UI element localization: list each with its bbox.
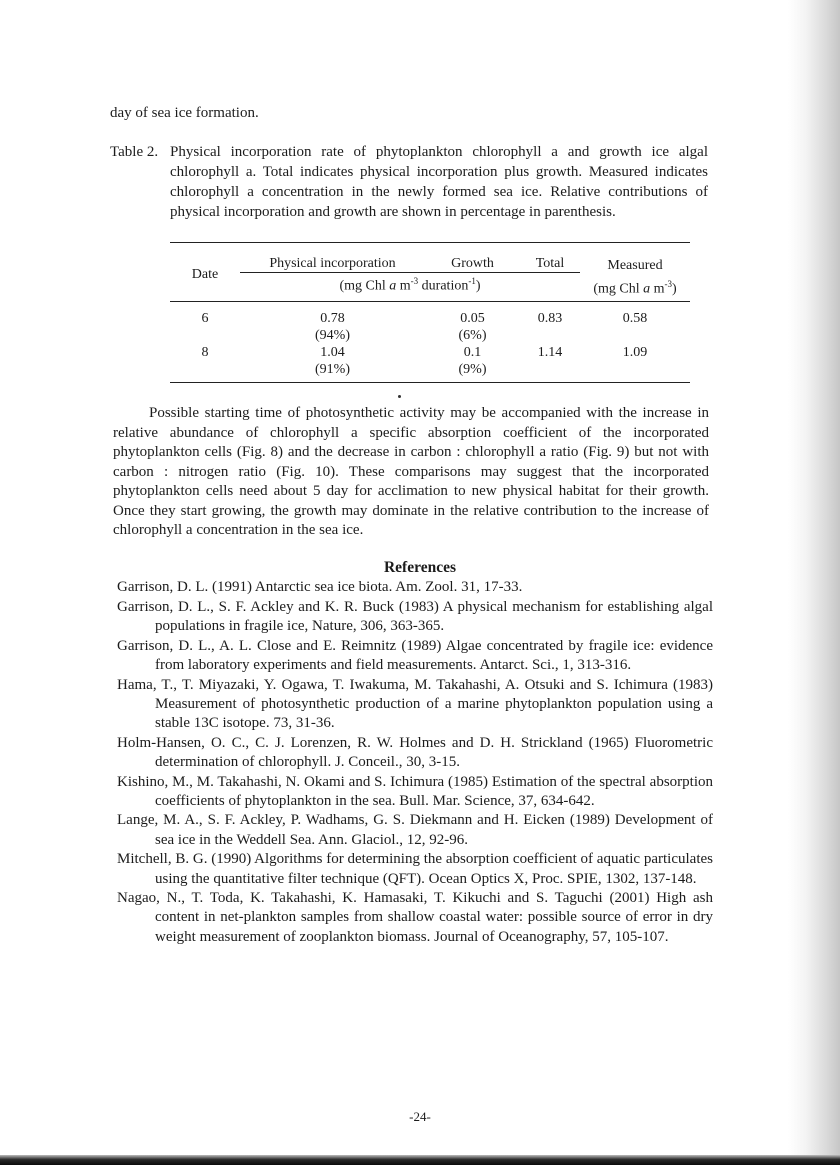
body-paragraph bbox=[113, 404, 709, 541]
scan-speck bbox=[398, 395, 401, 398]
scan-bottom-border bbox=[0, 1155, 840, 1165]
header-measured bbox=[580, 243, 690, 302]
header-physical: Physical incorporation bbox=[269, 256, 396, 271]
table-caption-text: Physical incorporation rate of phytoplankton chlorophyll a and growth ice algal chlorophyll a. Total indicates physical incorporation plus growth. Measured indicates chlorophyll a concentration in the newly formed sea ice. Relative contributions of physical incorporation and growth are shown in percentage in parenthesis. bbox=[170, 144, 708, 220]
reference-item: Garrison, D. L., A. L. Close and E. Reimnitz (1989) Algae concentrated by fragile ice: evidence from laboratory experiments and field measurements. Antarct. Sci., 1, 313-316. bbox=[117, 637, 713, 673]
cell-total: 1.14 bbox=[537, 344, 563, 360]
table-row bbox=[170, 301, 690, 344]
page-number: -24- bbox=[409, 1109, 431, 1124]
reference-item: Holm-Hansen, O. C., C. J. Lorenzen, R. W. Holmes and D. H. Strickland (1965) Fluorometric determination of chlorophyll. J. Conceil., 30, 3-15. bbox=[117, 734, 713, 770]
table-caption-label: Table 2. bbox=[110, 144, 159, 160]
cell-growth bbox=[425, 301, 520, 344]
reference-item: Kishino, M., M. Takahashi, N. Okami and S. Ichimura (1985) Estimation of the spectral absorption coefficients of phytoplankton in the sea. Bull. Mar. Science, 37, 634-642. bbox=[117, 773, 713, 809]
page-edge-shadow bbox=[788, 0, 840, 1165]
header-total: Total bbox=[535, 256, 565, 271]
cell-physical-value: 1.04 bbox=[320, 344, 345, 360]
header-measured-unit: (mg Chl a $m^{-3}$) bbox=[593, 279, 677, 297]
cell-date: 6 bbox=[201, 310, 209, 326]
header-growth: Growth bbox=[451, 256, 494, 271]
reference-item: Nagao, N., T. Toda, K. Takahashi, K. Hamasaki, T. Kikuchi and S. Taguchi (2001) High ash content in net-plankton samples from shallow coastal water: possible source of error in dry weight measurement of zooplankton biomass. Journal of Oceanography, 57, 105-107. bbox=[117, 890, 713, 945]
cell-physical bbox=[240, 301, 425, 344]
cell-growth-value: 0.05 bbox=[460, 310, 485, 326]
header-shared-unit: (mg Chl a $m^{-3}$ duration$^{-1}$) bbox=[240, 273, 580, 302]
body-paragraph-text: Possible starting time of photosynthetic activity may be accompanied with the increase in relative abundance of chlorophyll a specific absorption coefficient of the incorporated phytoplankton cells (Fig. 8) and the decrease in carbon : chlorophyll a ratio (Fig. 9) but not with carbon : nitrogen ratio (Fig. 10). These comparisons may suggest that the incorporated phytoplankton cells need about 5 day for acclimation to new physical habitat for their growth. Once they start growing, the growth may dominate in the relative contribution to the increase of chlorophyll a concentration in the sea ice. bbox=[113, 405, 709, 538]
cell-growth-pct: (9%) bbox=[458, 361, 487, 377]
header-date: Date bbox=[191, 266, 219, 282]
cell-physical-pct: (91%) bbox=[315, 361, 350, 377]
cell-physical-value: 0.78 bbox=[320, 310, 345, 326]
cell-measured: 0.58 bbox=[622, 310, 648, 326]
reference-item: Garrison, D. L., S. F. Ackley and K. R. Buck (1983) A physical mechanism for establishing algal populations in fragile ice, Nature, 306, 363-365. bbox=[117, 598, 713, 634]
cell-measured: 1.09 bbox=[622, 344, 648, 360]
cell-date: 8 bbox=[201, 344, 209, 360]
cell-growth-value: 0.1 bbox=[463, 344, 482, 360]
cell-physical-pct: (94%) bbox=[315, 327, 350, 343]
references-list bbox=[117, 578, 713, 947]
table-row bbox=[170, 344, 690, 383]
reference-item: Lange, M. A., S. F. Ackley, P. Wadhams, G. S. Diekmann and H. Eicken (1989) Development of sea ice in the Weddell Sea. Ann. Glaciol., 12, 92-96. bbox=[117, 812, 713, 848]
references-heading: References bbox=[383, 559, 456, 576]
cell-growth bbox=[425, 344, 520, 383]
reference-item: Garrison, D. L. (1991) Antarctic sea ice biota. Am. Zool. 31, 17-33. bbox=[117, 579, 523, 595]
intro-line: day of sea ice formation. bbox=[110, 105, 259, 121]
data-table bbox=[170, 242, 690, 383]
cell-growth-pct: (6%) bbox=[458, 327, 487, 343]
reference-item: Hama, T., T. Miyazaki, Y. Ogawa, T. Iwakuma, M. Takahashi, A. Otsuki and S. Ichimura (1983) Measurement of photosynthetic production of a marine phytoplankton population using a stable 13C isotope. 73, 31-36. bbox=[117, 676, 713, 731]
table-caption bbox=[110, 142, 708, 222]
header-measured-label: Measured bbox=[607, 258, 663, 273]
cell-physical bbox=[240, 344, 425, 383]
reference-item: Mitchell, B. G. (1990) Algorithms for determining the absorption coefficient of aquatic particulates using the quantitative filter technique (QFT). Ocean Optics X, Proc. SPIE, 1302, 137-148. bbox=[117, 851, 713, 887]
cell-total: 0.83 bbox=[537, 310, 563, 326]
